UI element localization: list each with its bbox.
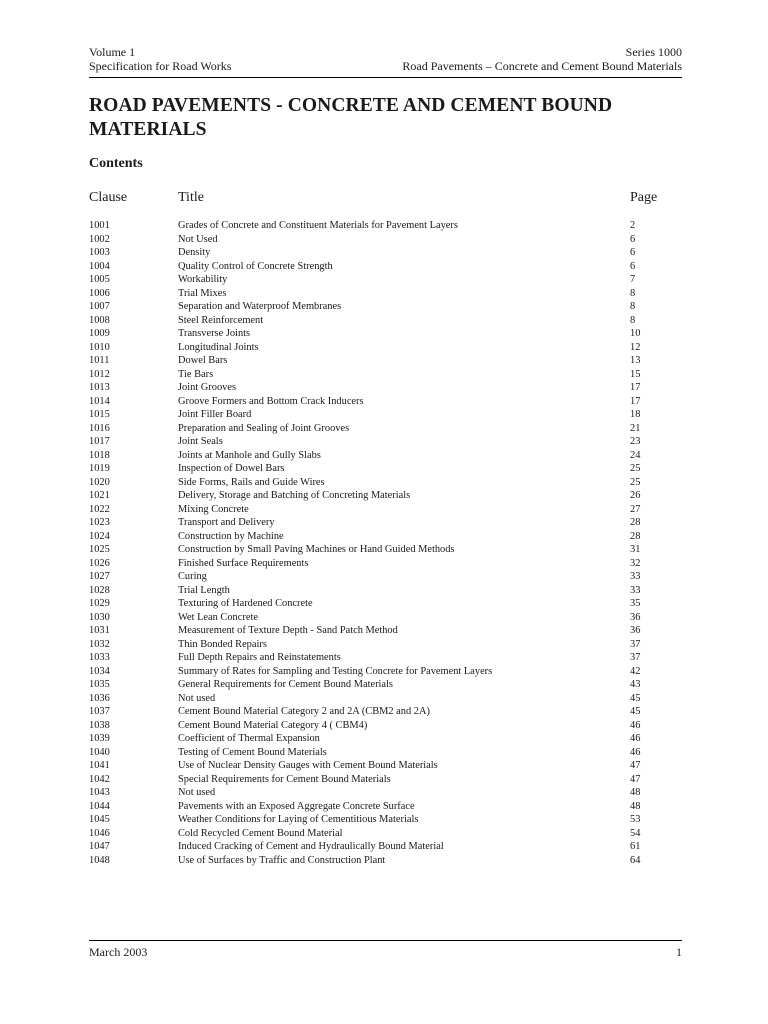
toc-page: 6 bbox=[630, 233, 636, 245]
toc-clause: 1039 bbox=[89, 733, 110, 744]
toc-row bbox=[89, 759, 682, 773]
toc-page: 48 bbox=[630, 787, 641, 798]
toc-title: Finished Surface Requirements bbox=[178, 557, 309, 569]
toc-row bbox=[89, 287, 682, 301]
toc-row bbox=[89, 597, 682, 611]
toc-clause: 1045 bbox=[89, 814, 110, 825]
footer-divider bbox=[89, 940, 682, 941]
toc-page: 47 bbox=[630, 760, 641, 771]
toc-row bbox=[89, 638, 682, 652]
toc-clause: 1035 bbox=[89, 679, 110, 690]
toc-title: Thin Bonded Repairs bbox=[178, 638, 267, 650]
toc-page: 46 bbox=[630, 746, 641, 758]
toc-row bbox=[89, 246, 682, 260]
toc-row bbox=[89, 260, 682, 274]
toc-row bbox=[89, 422, 682, 436]
toc-clause: 1021 bbox=[89, 490, 110, 501]
toc-clause: 1047 bbox=[89, 841, 110, 852]
toc-page: 33 bbox=[630, 584, 641, 596]
toc-title: Use of Nuclear Density Gauges with Cement Bound Materials bbox=[178, 760, 438, 771]
toc-page: 6 bbox=[630, 260, 636, 272]
toc-clause: 1034 bbox=[89, 665, 110, 677]
toc-title: Not Used bbox=[178, 233, 218, 245]
toc-page: 27 bbox=[630, 503, 641, 515]
toc-row bbox=[89, 449, 682, 463]
toc-clause: 1003 bbox=[89, 247, 110, 258]
toc-title: Groove Formers and Bottom Crack Inducers bbox=[178, 395, 364, 407]
toc-page: 45 bbox=[630, 706, 641, 717]
toc-page: 18 bbox=[630, 409, 641, 420]
toc-title: Cold Recycled Cement Bound Material bbox=[178, 827, 343, 839]
toc-title: Use of Surfaces by Traffic and Construction Plant bbox=[178, 854, 386, 866]
toc-title: Testing of Cement Bound Materials bbox=[178, 746, 327, 758]
toc-page: 6 bbox=[630, 247, 636, 258]
toc-page: 8 bbox=[630, 314, 636, 326]
toc-clause: 1029 bbox=[89, 598, 110, 609]
header-section: Road Pavements – Concrete and Cement Bound Materials bbox=[402, 59, 682, 73]
toc-row bbox=[89, 354, 682, 368]
toc-page: 17 bbox=[630, 382, 641, 393]
toc-title: Curing bbox=[178, 571, 207, 582]
toc-row bbox=[89, 732, 682, 746]
toc-clause: 1038 bbox=[89, 719, 110, 731]
toc-page: 54 bbox=[630, 827, 641, 839]
toc-clause: 1032 bbox=[89, 638, 110, 650]
toc-title: Weather Conditions for Laying of Cementitious Materials bbox=[178, 814, 419, 825]
toc-row bbox=[89, 705, 682, 719]
header-spec: Specification for Road Works bbox=[89, 59, 232, 73]
toc-title: Quality Control of Concrete Strength bbox=[178, 260, 333, 272]
header-series: Series 1000 bbox=[625, 45, 682, 59]
toc-title: Trial Mixes bbox=[178, 287, 227, 299]
toc-clause: 1037 bbox=[89, 706, 110, 717]
footer-page-number: 1 bbox=[676, 945, 682, 959]
toc-page: 45 bbox=[630, 692, 641, 704]
toc-clause: 1012 bbox=[89, 368, 110, 380]
toc-clause: 1020 bbox=[89, 476, 110, 488]
toc-clause: 1009 bbox=[89, 328, 110, 339]
toc-title: Trial Length bbox=[178, 584, 230, 596]
toc-row bbox=[89, 746, 682, 760]
document-title: ROAD PAVEMENTS - CONCRETE AND CEMENT BOUND MATERIALS bbox=[89, 95, 613, 140]
toc-page: 12 bbox=[630, 341, 641, 353]
footer-date: March 2003 bbox=[89, 945, 148, 959]
toc-clause: 1040 bbox=[89, 746, 110, 758]
toc-title: Separation and Waterproof Membranes bbox=[178, 301, 342, 312]
toc-row bbox=[89, 435, 682, 449]
toc-row bbox=[89, 827, 682, 841]
toc-row bbox=[89, 584, 682, 598]
toc-row bbox=[89, 543, 682, 557]
toc-page: 17 bbox=[630, 395, 641, 407]
toc-row bbox=[89, 692, 682, 706]
toc-row bbox=[89, 665, 682, 679]
toc-title: Summary of Rates for Sampling and Testing Concrete for Pavement Layers bbox=[178, 665, 493, 677]
toc-row bbox=[89, 678, 682, 692]
toc-row bbox=[89, 786, 682, 800]
toc-clause: 1036 bbox=[89, 692, 110, 704]
toc-page: 35 bbox=[630, 598, 641, 609]
toc-clause: 1004 bbox=[89, 260, 110, 272]
toc-title: Texturing of Hardened Concrete bbox=[178, 598, 313, 609]
toc-title: Pavements with an Exposed Aggregate Concrete Surface bbox=[178, 800, 415, 812]
toc-page: 42 bbox=[630, 665, 641, 677]
toc-title: Not used bbox=[178, 787, 216, 798]
toc-clause: 1002 bbox=[89, 233, 110, 245]
toc-row bbox=[89, 624, 682, 638]
toc-clause: 1031 bbox=[89, 625, 110, 636]
toc-row bbox=[89, 516, 682, 530]
toc-row bbox=[89, 395, 682, 409]
toc-row bbox=[89, 476, 682, 490]
toc-row bbox=[89, 381, 682, 395]
table-of-contents bbox=[89, 219, 682, 867]
toc-row bbox=[89, 719, 682, 733]
toc-page: 24 bbox=[630, 449, 641, 461]
toc-row bbox=[89, 800, 682, 814]
toc-clause: 1028 bbox=[89, 584, 110, 596]
page-header bbox=[89, 45, 682, 73]
toc-title: Mixing Concrete bbox=[178, 503, 249, 515]
toc-title: Induced Cracking of Cement and Hydraulically Bound Material bbox=[178, 841, 444, 852]
toc-title: General Requirements for Cement Bound Materials bbox=[178, 679, 393, 690]
toc-clause: 1023 bbox=[89, 517, 110, 528]
toc-page: 26 bbox=[630, 490, 641, 501]
toc-title: Measurement of Texture Depth - Sand Patch Method bbox=[178, 625, 398, 636]
toc-page: 37 bbox=[630, 652, 641, 663]
toc-row bbox=[89, 327, 682, 341]
toc-clause: 1026 bbox=[89, 557, 110, 569]
toc-page: 25 bbox=[630, 476, 641, 488]
toc-page: 23 bbox=[630, 436, 641, 447]
toc-title: Density bbox=[178, 247, 211, 258]
toc-page: 21 bbox=[630, 422, 641, 434]
toc-title: Tie Bars bbox=[178, 368, 214, 380]
toc-clause: 1024 bbox=[89, 530, 110, 542]
toc-row bbox=[89, 219, 682, 233]
toc-page: 25 bbox=[630, 463, 641, 474]
toc-title: Joint Grooves bbox=[178, 382, 237, 393]
toc-title: Grades of Concrete and Constituent Materials for Pavement Layers bbox=[178, 220, 458, 231]
toc-title: Cement Bound Material Category 4 ( CBM4) bbox=[178, 719, 368, 731]
toc-title: Steel Reinforcement bbox=[178, 314, 264, 326]
toc-row bbox=[89, 651, 682, 665]
toc-clause: 1006 bbox=[89, 287, 110, 299]
toc-title: Joint Filler Board bbox=[178, 409, 252, 420]
toc-clause: 1033 bbox=[89, 652, 110, 663]
toc-title: Full Depth Repairs and Reinstatements bbox=[178, 652, 341, 663]
toc-row bbox=[89, 273, 682, 287]
toc-clause: 1013 bbox=[89, 382, 110, 393]
toc-clause: 1015 bbox=[89, 409, 110, 420]
toc-clause: 1018 bbox=[89, 449, 110, 461]
toc-row bbox=[89, 341, 682, 355]
toc-page: 28 bbox=[630, 517, 641, 528]
toc-page: 33 bbox=[630, 571, 641, 582]
toc-clause: 1016 bbox=[89, 422, 110, 434]
toc-page: 2 bbox=[630, 220, 636, 231]
toc-clause: 1048 bbox=[89, 854, 110, 866]
toc-page: 46 bbox=[630, 733, 641, 744]
toc-row bbox=[89, 489, 682, 503]
toc-page: 28 bbox=[630, 530, 641, 542]
toc-page: 36 bbox=[630, 611, 641, 623]
toc-row bbox=[89, 854, 682, 868]
toc-row bbox=[89, 300, 682, 314]
toc-page: 36 bbox=[630, 625, 641, 636]
toc-page: 13 bbox=[630, 355, 641, 366]
toc-page: 7 bbox=[630, 274, 636, 285]
toc-clause: 1030 bbox=[89, 611, 110, 623]
toc-row bbox=[89, 503, 682, 517]
toc-clause: 1046 bbox=[89, 827, 110, 839]
toc-title: Joints at Manhole and Gully Slabs bbox=[178, 449, 321, 461]
toc-title: Not used bbox=[178, 692, 216, 704]
toc-page: 31 bbox=[630, 544, 641, 555]
toc-title: Side Forms, Rails and Guide Wires bbox=[178, 476, 325, 488]
toc-clause: 1027 bbox=[89, 571, 110, 582]
toc-page: 37 bbox=[630, 638, 641, 650]
toc-title: Inspection of Dowel Bars bbox=[178, 463, 285, 474]
toc-title: Special Requirements for Cement Bound Materials bbox=[178, 773, 391, 785]
toc-title: Longitudinal Joints bbox=[178, 341, 259, 353]
toc-page: 47 bbox=[630, 773, 641, 785]
toc-page: 64 bbox=[630, 854, 641, 866]
toc-page: 43 bbox=[630, 679, 641, 690]
toc-page: 8 bbox=[630, 301, 636, 312]
toc-clause: 1044 bbox=[89, 800, 110, 812]
toc-page: 46 bbox=[630, 719, 641, 731]
toc-page: 8 bbox=[630, 287, 636, 299]
toc-row bbox=[89, 530, 682, 544]
toc-clause: 1022 bbox=[89, 503, 110, 515]
toc-clause: 1042 bbox=[89, 773, 110, 785]
column-header-clause: Clause bbox=[89, 190, 128, 205]
toc-title: Delivery, Storage and Batching of Concreting Materials bbox=[178, 490, 411, 501]
column-header-page: Page bbox=[630, 190, 658, 205]
toc-row bbox=[89, 368, 682, 382]
toc-title: Wet Lean Concrete bbox=[178, 611, 258, 623]
toc-clause: 1010 bbox=[89, 341, 110, 353]
toc-row bbox=[89, 570, 682, 584]
toc-title: Transverse Joints bbox=[178, 328, 251, 339]
toc-row bbox=[89, 557, 682, 571]
toc-clause: 1008 bbox=[89, 314, 110, 326]
toc-title: Cement Bound Material Category 2 and 2A (CBM2 and 2A) bbox=[178, 706, 430, 717]
toc-row bbox=[89, 611, 682, 625]
toc-row bbox=[89, 840, 682, 854]
toc-row bbox=[89, 773, 682, 787]
toc-row bbox=[89, 233, 682, 247]
toc-title: Dowel Bars bbox=[178, 355, 228, 366]
toc-page: 61 bbox=[630, 841, 641, 852]
toc-page: 48 bbox=[630, 800, 641, 812]
toc-clause: 1017 bbox=[89, 436, 110, 447]
column-header-title: Title bbox=[178, 190, 204, 205]
contents-heading: Contents bbox=[89, 156, 143, 171]
toc-clause: 1005 bbox=[89, 274, 110, 285]
toc-page: 15 bbox=[630, 368, 641, 380]
toc-row bbox=[89, 408, 682, 422]
header-volume: Volume 1 bbox=[89, 45, 136, 59]
header-divider bbox=[89, 77, 682, 78]
toc-clause: 1043 bbox=[89, 787, 110, 798]
toc-clause: 1041 bbox=[89, 760, 110, 771]
toc-title: Workability bbox=[178, 274, 228, 285]
page-footer bbox=[89, 945, 682, 959]
toc-row bbox=[89, 813, 682, 827]
toc-title: Transport and Delivery bbox=[178, 517, 275, 528]
toc-clause: 1014 bbox=[89, 395, 110, 407]
toc-title: Construction by Small Paving Machines or Hand Guided Methods bbox=[178, 544, 455, 555]
toc-title: Preparation and Sealing of Joint Grooves bbox=[178, 422, 350, 434]
toc-title: Coefficient of Thermal Expansion bbox=[178, 733, 320, 744]
toc-title: Construction by Machine bbox=[178, 530, 284, 542]
toc-clause: 1025 bbox=[89, 544, 110, 555]
toc-clause: 1007 bbox=[89, 301, 110, 312]
toc-page: 10 bbox=[630, 328, 641, 339]
toc-title: Joint Seals bbox=[178, 436, 223, 447]
toc-clause: 1011 bbox=[89, 355, 110, 366]
toc-clause: 1019 bbox=[89, 463, 110, 474]
toc-page: 53 bbox=[630, 814, 641, 825]
toc-row bbox=[89, 314, 682, 328]
toc-page: 32 bbox=[630, 557, 641, 569]
toc-row bbox=[89, 462, 682, 476]
toc-clause: 1001 bbox=[89, 220, 110, 231]
